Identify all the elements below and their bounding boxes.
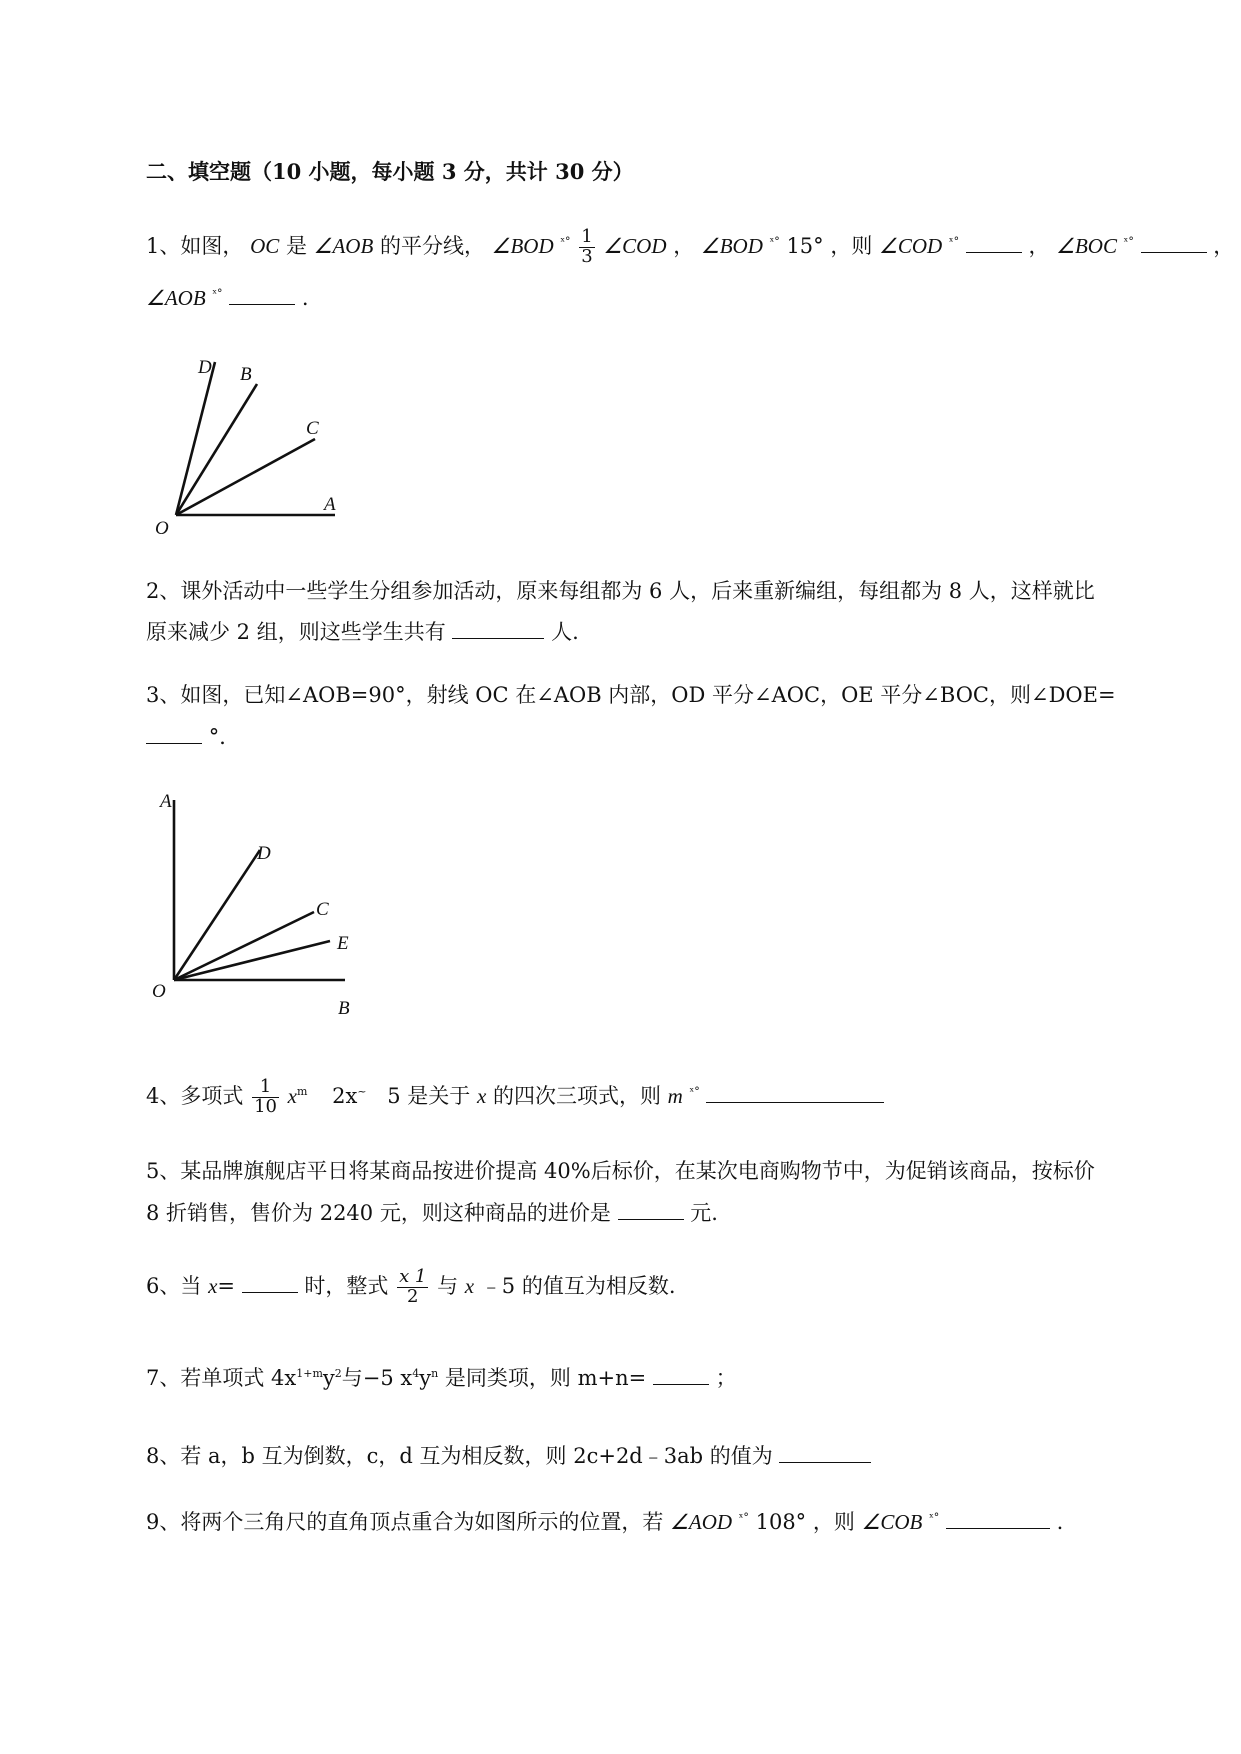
fig1-label-c: C bbox=[306, 418, 319, 439]
q6-eq: = bbox=[217, 1273, 235, 1298]
q1-garbled-eq-4: ˣ° bbox=[1123, 234, 1134, 248]
question-3-line-2 bbox=[146, 721, 240, 751]
q7-sup-1: 1+m bbox=[296, 1367, 323, 1380]
q5-answer-blank[interactable] bbox=[618, 1201, 684, 1220]
q4-text-c: 的四次三项式，则 bbox=[492, 1083, 661, 1108]
q5-text: 8 折销售，售价为 2240 元，则这种商品的进价是 bbox=[146, 1201, 611, 1225]
q6-text-c: 与 bbox=[437, 1273, 459, 1298]
q4-x-2: x bbox=[476, 1083, 487, 1108]
q1-garbled-eq-3: ˣ° bbox=[948, 234, 960, 248]
question-9 bbox=[146, 1506, 1063, 1536]
q9-garbled-eq-2: ˣ° bbox=[929, 1511, 940, 1524]
q7-sup-4: n bbox=[431, 1367, 439, 1380]
q4-sup-2: ~ bbox=[357, 1084, 367, 1098]
fig2-label-o: O bbox=[152, 981, 166, 1002]
question-3-line-1: 3、如图，已知∠AOB=90°，射线 OC 在∠AOB 内部，OD 平分∠AOC，OE 平分∠BOC，则∠DOE= bbox=[146, 683, 1116, 707]
q6-answer-blank[interactable] bbox=[242, 1274, 298, 1293]
q7-text-a: 7、若单项式 4x bbox=[146, 1366, 297, 1390]
q9-angle-aod: ∠AOD bbox=[670, 1510, 733, 1534]
question-7 bbox=[146, 1362, 737, 1392]
q1-text-is: 是 bbox=[285, 233, 307, 258]
q9-text-a: 9、将两个三角尺的直角顶点重合为如图所示的位置，若 bbox=[146, 1510, 664, 1534]
q4-m: m bbox=[667, 1083, 683, 1108]
ray-oc bbox=[176, 439, 315, 515]
q4-answer-blank[interactable] bbox=[706, 1084, 884, 1103]
q1-angle-aob: ∠AOB bbox=[313, 233, 374, 258]
q7-sup-2: 2 bbox=[334, 1367, 342, 1380]
q1-angle-aob-2: ∠AOB bbox=[146, 286, 206, 310]
q5-unit: 元. bbox=[690, 1201, 718, 1225]
q3-answer-blank[interactable] bbox=[146, 725, 202, 744]
q7-text-b: y bbox=[322, 1366, 335, 1390]
q1-period: . bbox=[301, 286, 309, 310]
q1-oc: OC bbox=[250, 233, 280, 258]
q1-garbled-eq-2: ˣ° bbox=[769, 234, 780, 248]
fig2-label-d: D bbox=[257, 843, 271, 864]
figure-2 bbox=[140, 780, 380, 1020]
q1-fraction-denominator: 3 bbox=[581, 245, 593, 267]
q6-text-b: 时，整式 bbox=[304, 1273, 389, 1298]
q1-comma: ， bbox=[673, 233, 695, 258]
question-1-line-2 bbox=[146, 286, 309, 311]
q3-degree: °． bbox=[208, 725, 241, 749]
q6-text-d: ﹣5 的值互为相反数. bbox=[480, 1273, 676, 1298]
q1-number: 1、如图， bbox=[146, 233, 244, 258]
q8-answer-blank[interactable] bbox=[779, 1444, 871, 1463]
q4-text-a: 4、多项式 bbox=[146, 1083, 244, 1108]
q1-angle-boc: ∠BOC bbox=[1056, 233, 1117, 258]
q8-text: 8、若 a，b 互为倒数，c，d 互为相反数，则 2c+2d﹣3ab 的值为 bbox=[146, 1444, 773, 1468]
question-2-line-1: 2、课外活动中一些学生分组参加活动，原来每组都为 6 人，后来重新编组，每组都为 8 人，这样就比 bbox=[146, 579, 1095, 603]
figure-1 bbox=[140, 350, 360, 540]
q7-text-d: y bbox=[419, 1366, 432, 1390]
section-title: 二、填空题（10 小题，每小题 3 分，共计 30 分） bbox=[146, 159, 634, 184]
q7-text-c: 与−5 x bbox=[341, 1366, 413, 1390]
fig1-label-o: O bbox=[155, 518, 169, 539]
q2-text: 原来减少 2 组，则这些学生共有 bbox=[146, 620, 446, 644]
q2-answer-blank[interactable] bbox=[452, 620, 544, 639]
q1-fraction bbox=[579, 228, 594, 267]
question-2-line-2 bbox=[146, 616, 579, 646]
q6-text-a: 6、当 bbox=[146, 1273, 202, 1298]
fig1-label-a: A bbox=[324, 494, 336, 515]
q1-value-15: 15° bbox=[786, 233, 824, 258]
q4-text-b: 5 是关于 bbox=[387, 1083, 471, 1108]
fig1-label-b: B bbox=[240, 364, 252, 385]
q6-x: x bbox=[208, 1273, 218, 1298]
q4-fraction-denominator: 10 bbox=[254, 1095, 277, 1117]
q4-x: x bbox=[287, 1083, 297, 1108]
q4-fraction bbox=[252, 1078, 279, 1117]
q1-answer-blank-cod[interactable] bbox=[966, 234, 1022, 253]
question-6 bbox=[146, 1268, 676, 1307]
ray-ob bbox=[176, 384, 257, 515]
q7-text-f: ； bbox=[715, 1366, 737, 1390]
q1-comma-3: ， bbox=[1213, 233, 1235, 258]
q7-text-e: 是同类项，则 m+n= bbox=[444, 1366, 647, 1390]
fig2-label-c: C bbox=[316, 899, 329, 920]
fig2-label-e: E bbox=[337, 933, 349, 954]
q9-value: 108° bbox=[755, 1510, 807, 1534]
q1-angle-cod-2: ∠COD bbox=[879, 233, 943, 258]
question-5-line-2 bbox=[146, 1197, 718, 1227]
q9-garbled-eq-1: ˣ° bbox=[738, 1511, 749, 1524]
question-5-line-1: 5、某品牌旗舰店平日将某商品按进价提高 40%后标价，在某次电商购物节中，为促销该商品，按标价 bbox=[146, 1159, 1095, 1183]
q6-x-2: x bbox=[464, 1273, 475, 1298]
q6-fraction-numerator: x 1 bbox=[399, 1266, 427, 1287]
q1-answer-blank-aob[interactable] bbox=[229, 286, 295, 305]
q7-answer-blank[interactable] bbox=[653, 1366, 709, 1385]
q9-answer-blank[interactable] bbox=[946, 1510, 1050, 1529]
q4-fraction-numerator: 1 bbox=[252, 1078, 279, 1098]
q4-term-2x: 2x bbox=[332, 1083, 358, 1108]
fig2-label-a: A bbox=[160, 791, 172, 812]
q9-text-b: ，则 bbox=[812, 1510, 855, 1534]
q1-fraction-numerator: 1 bbox=[581, 226, 593, 247]
q9-period: . bbox=[1056, 1510, 1064, 1534]
q7-sup-3: 4 bbox=[412, 1367, 420, 1380]
q2-unit: 人. bbox=[551, 620, 579, 644]
fig2-label-b: B bbox=[338, 998, 350, 1019]
q4-sup-m: m bbox=[296, 1084, 308, 1098]
q9-angle-cob: ∠COB bbox=[861, 1510, 923, 1534]
q1-text-then: ，则 bbox=[830, 233, 873, 258]
q6-fraction-denominator: 2 bbox=[407, 1285, 419, 1307]
q1-angle-cod: ∠COD bbox=[603, 233, 667, 258]
ray-od bbox=[176, 362, 215, 515]
q4-garbled-eq: ˣ° bbox=[689, 1084, 700, 1098]
fig1-label-d: D bbox=[198, 357, 212, 378]
q1-angle-bod: ∠BOD bbox=[491, 233, 554, 258]
q1-garbled-eq-1: ˣ° bbox=[560, 234, 571, 248]
question-8 bbox=[146, 1440, 871, 1470]
q1-angle-bod-2: ∠BOD bbox=[700, 233, 763, 258]
q1-garbled-eq-5: ˣ° bbox=[212, 287, 223, 300]
q1-comma-2: ， bbox=[1028, 233, 1050, 258]
question-1-line-1 bbox=[146, 228, 1234, 267]
q1-text-bisector: 的平分线， bbox=[379, 233, 485, 258]
q1-answer-blank-boc[interactable] bbox=[1141, 234, 1207, 253]
q6-fraction bbox=[397, 1268, 428, 1307]
question-4 bbox=[146, 1078, 884, 1117]
